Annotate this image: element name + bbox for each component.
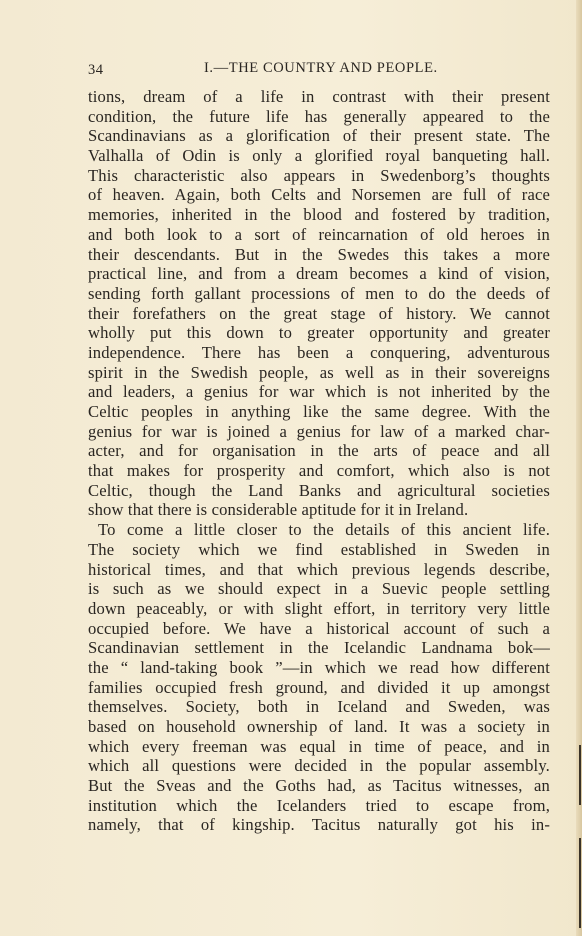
text-line: Celtic peoples in anything like the same degree. With the	[88, 402, 550, 421]
text-line: condition, the future life has generally appeared to the	[88, 106, 550, 126]
text-line: tions, dream of a life in contrast with their present	[88, 87, 550, 106]
text-line: The society which we find established in Sweden in	[88, 539, 550, 559]
text-line: and leaders, a genius for war which is not inherited by the	[88, 382, 550, 402]
text-line: show that there is considerable aptitude for it in Ireland.	[88, 500, 469, 520]
edge-mark	[579, 838, 581, 928]
text-line: wholly put this down to greater opportunity and greater	[88, 323, 550, 343]
running-head: I.—THE COUNTRY AND PEOPLE.	[204, 60, 438, 76]
text-line: acter, and for organisation in the arts of peace and all	[88, 441, 550, 461]
text-line: But the Sveas and the Goths had, as Tacitus witnesses, an	[88, 776, 550, 796]
text-line: genius for war is joined a genius for law of a marked char-	[88, 421, 550, 441]
text-line: Scandinavian settlement in the Icelandic Landnama bok—	[88, 638, 550, 658]
text-line: that makes for prosperity and comfort, which also is not	[88, 461, 550, 481]
body-text	[88, 87, 550, 835]
text-line: and both look to a sort of reincarnation of old heroes in	[88, 224, 550, 244]
text-line: of heaven. Again, both Celts and Norsemen are full of race	[88, 185, 550, 205]
text-line: Valhalla of Odin is only a glorified royal banqueting hall.	[88, 146, 550, 166]
text-line: historical times, and that which previous legends describe,	[88, 559, 550, 579]
text-line: memories, inherited in the blood and fostered by tradition,	[88, 205, 550, 225]
text-line: is such as we should expect in a Suevic people settling	[88, 579, 550, 599]
text-line: spirit in the Swedish people, as well as in their sovereigns	[88, 362, 550, 382]
text-line: institution which the Icelanders tried to escape from,	[88, 795, 550, 815]
text-line: themselves. Society, both in Iceland and Sweden, was	[88, 697, 550, 717]
text-line: which all questions were decided in the popular assembly.	[88, 756, 550, 776]
text-line: the “ land-taking book ”—in which we read how different	[88, 657, 550, 677]
page-header	[88, 60, 550, 82]
text-line: their forefathers on the great stage of history. We cannot	[88, 303, 550, 323]
text-line: their descendants. But in the Swedes this takes a more	[88, 244, 550, 264]
text-line: independence. There has been a conquering, adventurous	[88, 342, 550, 362]
text-line: To come a little closer to the details of this ancient life.	[98, 520, 550, 540]
text-line: namely, that of kingship. Tacitus naturally got his in-	[88, 815, 550, 835]
edge-mark	[579, 745, 581, 805]
text-line: which every freeman was equal in time of peace, and in	[88, 736, 550, 756]
text-line: This characteristic also appears in Swedenborg’s thoughts	[88, 165, 550, 185]
page-edge	[576, 0, 582, 936]
text-line: down peaceably, or with slight effort, in territory very little	[88, 598, 550, 618]
text-line: sending forth gallant processions of men to do the deeds of	[88, 283, 550, 303]
text-line: Scandinavians as a glorification of their present state. The	[88, 126, 550, 146]
text-line: Celtic, though the Land Banks and agricultural societies	[88, 480, 550, 500]
page-number: 34	[88, 62, 104, 78]
text-line: practical line, and from a dream becomes a kind of vision,	[88, 264, 550, 284]
text-line: families occupied fresh ground, and divided it up amongst	[88, 677, 550, 697]
text-line: based on household ownership of land. It was a society in	[88, 717, 550, 736]
text-line: occupied before. We have a historical account of such a	[88, 618, 550, 638]
